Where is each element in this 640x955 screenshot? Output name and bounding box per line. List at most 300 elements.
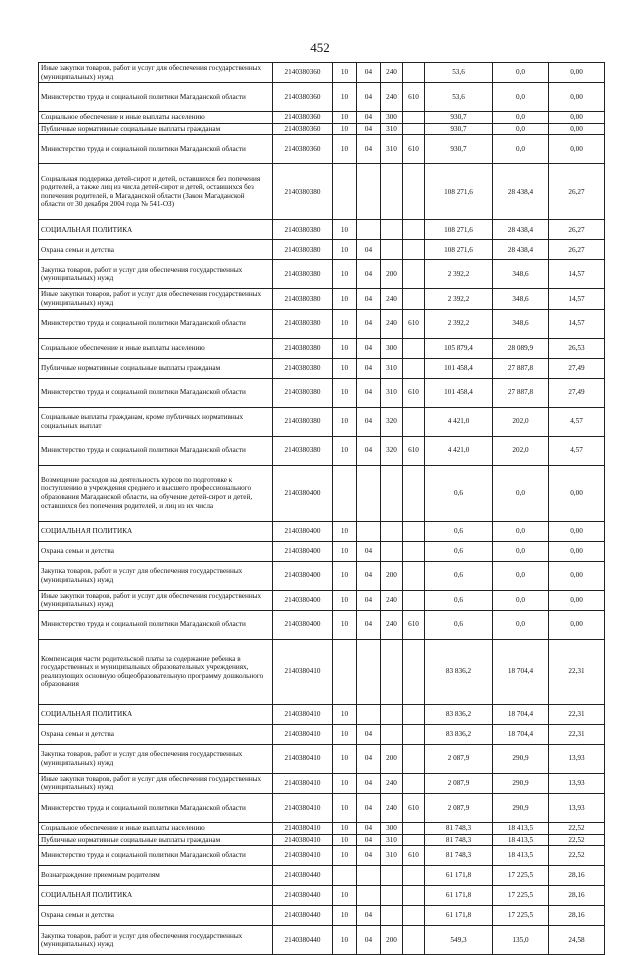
table-row: [39, 63, 605, 83]
table-row: [39, 164, 605, 220]
row-section: 10: [333, 610, 357, 639]
table-row: [39, 240, 605, 260]
row-percent: 24,58: [549, 926, 605, 955]
row-department: [403, 906, 425, 926]
row-department: [403, 724, 425, 744]
row-section: [333, 866, 357, 886]
row-section: 10: [333, 407, 357, 436]
row-name: Министерство труда и социальной политики Магаданской области: [39, 793, 273, 822]
row-name: Вознаграждение приемным родителям: [39, 866, 273, 886]
row-expense-type: 240: [381, 793, 403, 822]
row-department: 610: [403, 309, 425, 338]
table-row: [39, 541, 605, 561]
row-subsection: 04: [357, 906, 381, 926]
row-subsection: 04: [357, 724, 381, 744]
table-row: [39, 834, 605, 846]
row-expense-type: [381, 521, 403, 541]
row-plan-amount: 0,6: [425, 465, 493, 521]
row-code: 2140380410: [273, 793, 333, 822]
row-plan-amount: 0,6: [425, 561, 493, 590]
table-row: [39, 822, 605, 834]
row-section: 10: [333, 590, 357, 610]
table-row: [39, 906, 605, 926]
table-row: [39, 793, 605, 822]
row-subsection: 04: [357, 358, 381, 378]
row-actual-amount: 348,6: [493, 289, 549, 309]
row-name: Министерство труда и социальной политики Магаданской области: [39, 436, 273, 465]
row-plan-amount: 4 421,0: [425, 407, 493, 436]
row-plan-amount: 108 271,6: [425, 164, 493, 220]
row-percent: 0,00: [549, 63, 605, 83]
row-section: 10: [333, 704, 357, 724]
row-subsection: [357, 465, 381, 521]
row-code: 2140380440: [273, 926, 333, 955]
row-plan-amount: 83 836,2: [425, 639, 493, 704]
row-department: [403, 112, 425, 124]
row-name: Министерство труда и социальной политики Магаданской области: [39, 846, 273, 866]
row-code: 2140380400: [273, 465, 333, 521]
row-subsection: 04: [357, 773, 381, 793]
row-percent: 22,52: [549, 834, 605, 846]
row-subsection: 04: [357, 561, 381, 590]
row-plan-amount: 0,6: [425, 521, 493, 541]
row-subsection: 04: [357, 834, 381, 846]
row-department: [403, 164, 425, 220]
row-actual-amount: 348,6: [493, 309, 549, 338]
row-subsection: 04: [357, 83, 381, 112]
row-code: 2140380360: [273, 63, 333, 83]
row-code: 2140380380: [273, 289, 333, 309]
row-expense-type: 200: [381, 260, 403, 289]
row-code: 2140380380: [273, 378, 333, 407]
row-expense-type: 310: [381, 846, 403, 866]
row-code: 2140380380: [273, 436, 333, 465]
row-name: СОЦИАЛЬНАЯ ПОЛИТИКА: [39, 521, 273, 541]
row-name: Иные закупки товаров, работ и услуг для обеспечения государственных (муниципальных) нужд: [39, 289, 273, 309]
row-percent: 0,00: [549, 590, 605, 610]
row-expense-type: [381, 866, 403, 886]
row-subsection: 04: [357, 590, 381, 610]
table-row: [39, 744, 605, 773]
row-name: Министерство труда и социальной политики Магаданской области: [39, 309, 273, 338]
row-code: 2140380400: [273, 561, 333, 590]
row-department: [403, 561, 425, 590]
row-department: 610: [403, 793, 425, 822]
row-department: [403, 834, 425, 846]
row-plan-amount: 53,6: [425, 63, 493, 83]
row-code: 2140380410: [273, 744, 333, 773]
row-department: [403, 521, 425, 541]
table-row: [39, 338, 605, 358]
row-plan-amount: 81 748,3: [425, 822, 493, 834]
row-percent: 26,27: [549, 164, 605, 220]
row-actual-amount: 0,0: [493, 135, 549, 164]
row-department: 610: [403, 378, 425, 407]
row-percent: 13,93: [549, 773, 605, 793]
row-subsection: 04: [357, 289, 381, 309]
row-name: Министерство труда и социальной политики Магаданской области: [39, 610, 273, 639]
row-plan-amount: 2 087,9: [425, 773, 493, 793]
row-subsection: 04: [357, 822, 381, 834]
row-subsection: 04: [357, 135, 381, 164]
row-department: [403, 240, 425, 260]
row-plan-amount: 81 748,3: [425, 846, 493, 866]
row-percent: 22,52: [549, 822, 605, 834]
row-percent: 0,00: [549, 610, 605, 639]
row-actual-amount: 0,0: [493, 112, 549, 124]
row-section: 10: [333, 220, 357, 240]
table-row: [39, 123, 605, 135]
row-percent: 0,00: [549, 541, 605, 561]
row-name: Министерство труда и социальной политики Магаданской области: [39, 378, 273, 407]
row-name: СОЦИАЛЬНАЯ ПОЛИТИКА: [39, 704, 273, 724]
table-row: [39, 846, 605, 866]
table-row: [39, 436, 605, 465]
row-expense-type: [381, 164, 403, 220]
row-percent: 0,00: [549, 521, 605, 541]
row-actual-amount: 202,0: [493, 436, 549, 465]
row-code: 2140380400: [273, 541, 333, 561]
table-row: [39, 407, 605, 436]
row-code: 2140380410: [273, 704, 333, 724]
row-section: 10: [333, 834, 357, 846]
row-section: 10: [333, 240, 357, 260]
row-actual-amount: 18 704,4: [493, 639, 549, 704]
row-name: Закупка товаров, работ и услуг для обеспечения государственных (муниципальных) нужд: [39, 744, 273, 773]
row-section: 10: [333, 744, 357, 773]
row-section: 10: [333, 260, 357, 289]
row-expense-type: [381, 704, 403, 724]
table-row: [39, 260, 605, 289]
row-section: [333, 465, 357, 521]
row-expense-type: 300: [381, 112, 403, 124]
row-name: Публичные нормативные социальные выплаты гражданам: [39, 358, 273, 378]
row-name: Социальная поддержка детей-сирот и детей, оставшихся без попечения родителей, а также лиц из числа детей-сирот и детей, оставшихся без попечения родителей, в Магаданской области (Закон Магаданской области от 30 декабря 2004 года № 541-ОЗ): [39, 164, 273, 220]
row-section: 10: [333, 541, 357, 561]
row-actual-amount: 28 438,4: [493, 220, 549, 240]
row-subsection: 04: [357, 793, 381, 822]
row-subsection: 04: [357, 846, 381, 866]
row-actual-amount: 28 438,4: [493, 164, 549, 220]
row-percent: 22,31: [549, 639, 605, 704]
row-expense-type: [381, 541, 403, 561]
row-name: Охрана семьи и детства: [39, 240, 273, 260]
row-department: [403, 639, 425, 704]
table-row: [39, 773, 605, 793]
table-row: [39, 926, 605, 955]
budget-table-body: [39, 63, 605, 955]
row-actual-amount: 0,0: [493, 465, 549, 521]
row-percent: 13,93: [549, 744, 605, 773]
row-code: 2140380380: [273, 220, 333, 240]
row-subsection: 04: [357, 407, 381, 436]
row-percent: 27,49: [549, 358, 605, 378]
row-subsection: [357, 866, 381, 886]
row-expense-type: 200: [381, 744, 403, 773]
row-section: 10: [333, 561, 357, 590]
table-row: [39, 886, 605, 906]
row-actual-amount: 0,0: [493, 521, 549, 541]
row-expense-type: 200: [381, 926, 403, 955]
row-department: [403, 358, 425, 378]
row-name: Возмещение расходов на деятельность курсов по подготовке к поступлению в учреждения среднего и высшего профессионального образования Магаданской области, на обучение детей-сирот и детей, оставшихся без попечения родителей, и лиц из их числа: [39, 465, 273, 521]
row-actual-amount: 290,9: [493, 773, 549, 793]
row-percent: 28,16: [549, 906, 605, 926]
row-actual-amount: 28 438,4: [493, 240, 549, 260]
row-expense-type: 240: [381, 773, 403, 793]
table-row: [39, 112, 605, 124]
row-actual-amount: 290,9: [493, 744, 549, 773]
row-expense-type: 240: [381, 610, 403, 639]
row-section: 10: [333, 846, 357, 866]
row-expense-type: [381, 886, 403, 906]
row-plan-amount: 930,7: [425, 112, 493, 124]
row-plan-amount: 61 171,8: [425, 886, 493, 906]
row-name: Иные закупки товаров, работ и услуг для обеспечения государственных (муниципальных) нужд: [39, 590, 273, 610]
row-section: 10: [333, 309, 357, 338]
row-plan-amount: 2 392,2: [425, 260, 493, 289]
row-plan-amount: 61 171,8: [425, 906, 493, 926]
row-department: [403, 886, 425, 906]
row-plan-amount: 4 421,0: [425, 436, 493, 465]
row-expense-type: 320: [381, 407, 403, 436]
row-actual-amount: 27 887,8: [493, 378, 549, 407]
row-expense-type: 240: [381, 590, 403, 610]
row-percent: 28,16: [549, 886, 605, 906]
row-code: 2140380400: [273, 590, 333, 610]
row-actual-amount: 0,0: [493, 561, 549, 590]
table-row: [39, 866, 605, 886]
row-plan-amount: 930,7: [425, 135, 493, 164]
row-section: 10: [333, 378, 357, 407]
row-actual-amount: 17 225,5: [493, 866, 549, 886]
row-subsection: [357, 220, 381, 240]
row-expense-type: [381, 465, 403, 521]
row-section: [333, 164, 357, 220]
row-percent: 0,00: [549, 112, 605, 124]
table-row: [39, 220, 605, 240]
row-section: 10: [333, 724, 357, 744]
row-section: 10: [333, 436, 357, 465]
row-code: 2140380410: [273, 822, 333, 834]
row-expense-type: 300: [381, 338, 403, 358]
row-code: 2140380360: [273, 112, 333, 124]
row-percent: 26,27: [549, 220, 605, 240]
row-name: Закупка товаров, работ и услуг для обеспечения государственных (муниципальных) нужд: [39, 260, 273, 289]
row-name: Охрана семьи и детства: [39, 906, 273, 926]
row-actual-amount: 17 225,5: [493, 906, 549, 926]
row-department: [403, 822, 425, 834]
row-code: 2140380410: [273, 846, 333, 866]
row-section: 10: [333, 289, 357, 309]
row-expense-type: 240: [381, 309, 403, 338]
row-expense-type: 310: [381, 135, 403, 164]
row-plan-amount: 2 392,2: [425, 309, 493, 338]
row-section: 10: [333, 926, 357, 955]
row-subsection: 04: [357, 63, 381, 83]
row-code: 2140380440: [273, 886, 333, 906]
row-expense-type: [381, 639, 403, 704]
row-subsection: [357, 704, 381, 724]
table-row: [39, 465, 605, 521]
budget-table: [38, 62, 605, 955]
row-expense-type: 240: [381, 83, 403, 112]
row-code: 2140380380: [273, 260, 333, 289]
row-code: 2140380380: [273, 407, 333, 436]
row-plan-amount: 0,6: [425, 541, 493, 561]
row-plan-amount: 2 087,9: [425, 744, 493, 773]
row-percent: 0,00: [549, 123, 605, 135]
row-code: 2140380410: [273, 639, 333, 704]
row-subsection: 04: [357, 123, 381, 135]
row-percent: 28,16: [549, 866, 605, 886]
row-section: [333, 639, 357, 704]
row-department: [403, 926, 425, 955]
table-row: [39, 358, 605, 378]
row-actual-amount: 18 413,5: [493, 846, 549, 866]
row-percent: 13,93: [549, 793, 605, 822]
row-name: Иные закупки товаров, работ и услуг для обеспечения государственных (муниципальных) нужд: [39, 773, 273, 793]
row-percent: 0,00: [549, 135, 605, 164]
row-percent: 27,49: [549, 378, 605, 407]
row-plan-amount: 53,6: [425, 83, 493, 112]
row-subsection: 04: [357, 378, 381, 407]
row-percent: 22,31: [549, 724, 605, 744]
row-expense-type: 240: [381, 63, 403, 83]
table-row: [39, 378, 605, 407]
row-name: Министерство труда и социальной политики Магаданской области: [39, 83, 273, 112]
row-code: 2140380360: [273, 135, 333, 164]
row-expense-type: 240: [381, 289, 403, 309]
row-expense-type: 300: [381, 822, 403, 834]
row-name: Публичные нормативные социальные выплаты гражданам: [39, 834, 273, 846]
row-plan-amount: 108 271,6: [425, 240, 493, 260]
row-department: [403, 338, 425, 358]
row-department: [403, 744, 425, 773]
row-plan-amount: 61 171,8: [425, 866, 493, 886]
row-code: 2140380440: [273, 866, 333, 886]
row-actual-amount: 0,0: [493, 83, 549, 112]
row-code: 2140380410: [273, 773, 333, 793]
row-subsection: 04: [357, 240, 381, 260]
row-expense-type: 310: [381, 378, 403, 407]
table-row: [39, 590, 605, 610]
row-department: [403, 465, 425, 521]
row-subsection: 04: [357, 926, 381, 955]
row-code: 2140380410: [273, 834, 333, 846]
table-row: [39, 704, 605, 724]
row-actual-amount: 18 704,4: [493, 724, 549, 744]
row-expense-type: [381, 906, 403, 926]
table-row: [39, 83, 605, 112]
row-percent: 22,52: [549, 846, 605, 866]
row-expense-type: [381, 220, 403, 240]
row-code: 2140380380: [273, 358, 333, 378]
row-section: 10: [333, 822, 357, 834]
row-actual-amount: 18 413,5: [493, 834, 549, 846]
row-subsection: 04: [357, 309, 381, 338]
row-name: Социальное обеспечение и иные выплаты населению: [39, 822, 273, 834]
row-percent: 4,57: [549, 436, 605, 465]
row-percent: 0,00: [549, 561, 605, 590]
row-plan-amount: 81 748,3: [425, 834, 493, 846]
row-name: Социальные выплаты гражданам, кроме публичных нормативных социальных выплат: [39, 407, 273, 436]
row-plan-amount: 0,6: [425, 610, 493, 639]
row-actual-amount: 28 089,9: [493, 338, 549, 358]
row-code: 2140380380: [273, 338, 333, 358]
row-department: [403, 773, 425, 793]
row-section: 10: [333, 886, 357, 906]
row-percent: 4,57: [549, 407, 605, 436]
row-percent: 22,31: [549, 704, 605, 724]
row-department: [403, 220, 425, 240]
table-row: [39, 309, 605, 338]
row-department: [403, 260, 425, 289]
row-name: СОЦИАЛЬНАЯ ПОЛИТИКА: [39, 220, 273, 240]
table-row: [39, 135, 605, 164]
row-expense-type: 320: [381, 436, 403, 465]
row-subsection: [357, 639, 381, 704]
row-actual-amount: 0,0: [493, 610, 549, 639]
row-department: [403, 541, 425, 561]
row-section: 10: [333, 773, 357, 793]
row-section: 10: [333, 793, 357, 822]
row-actual-amount: 0,0: [493, 590, 549, 610]
row-department: [403, 866, 425, 886]
row-department: [403, 407, 425, 436]
row-expense-type: 200: [381, 561, 403, 590]
row-plan-amount: 101 458,4: [425, 358, 493, 378]
row-department: 610: [403, 436, 425, 465]
row-percent: 14,57: [549, 289, 605, 309]
row-section: 10: [333, 521, 357, 541]
row-code: 2140380400: [273, 610, 333, 639]
row-plan-amount: 2 392,2: [425, 289, 493, 309]
row-department: 610: [403, 846, 425, 866]
row-plan-amount: 2 087,9: [425, 793, 493, 822]
row-expense-type: [381, 724, 403, 744]
row-percent: 14,57: [549, 260, 605, 289]
table-row: [39, 610, 605, 639]
table-row: [39, 724, 605, 744]
row-department: [403, 123, 425, 135]
row-name: Компенсация части родительской платы за содержание ребенка в государственных и муниципальных образовательных учреждениях, реализующих основную общеобразовательную программу дошкольного образования: [39, 639, 273, 704]
row-department: 610: [403, 135, 425, 164]
row-department: 610: [403, 83, 425, 112]
row-plan-amount: 83 836,2: [425, 724, 493, 744]
row-actual-amount: 0,0: [493, 123, 549, 135]
table-row: [39, 639, 605, 704]
page-number: 452: [310, 40, 330, 55]
row-section: 10: [333, 338, 357, 358]
row-code: 2140380360: [273, 83, 333, 112]
row-name: Охрана семьи и детства: [39, 541, 273, 561]
row-plan-amount: 930,7: [425, 123, 493, 135]
row-actual-amount: 18 704,4: [493, 704, 549, 724]
row-actual-amount: 202,0: [493, 407, 549, 436]
row-actual-amount: 0,0: [493, 63, 549, 83]
row-actual-amount: 0,0: [493, 541, 549, 561]
row-actual-amount: 348,6: [493, 260, 549, 289]
row-subsection: 04: [357, 610, 381, 639]
row-name: Закупка товаров, работ и услуг для обеспечения государственных (муниципальных) нужд: [39, 561, 273, 590]
row-actual-amount: 27 887,8: [493, 358, 549, 378]
row-department: [403, 63, 425, 83]
row-name: Публичные нормативные социальные выплаты гражданам: [39, 123, 273, 135]
row-plan-amount: 0,6: [425, 590, 493, 610]
row-expense-type: 310: [381, 834, 403, 846]
row-subsection: 04: [357, 260, 381, 289]
